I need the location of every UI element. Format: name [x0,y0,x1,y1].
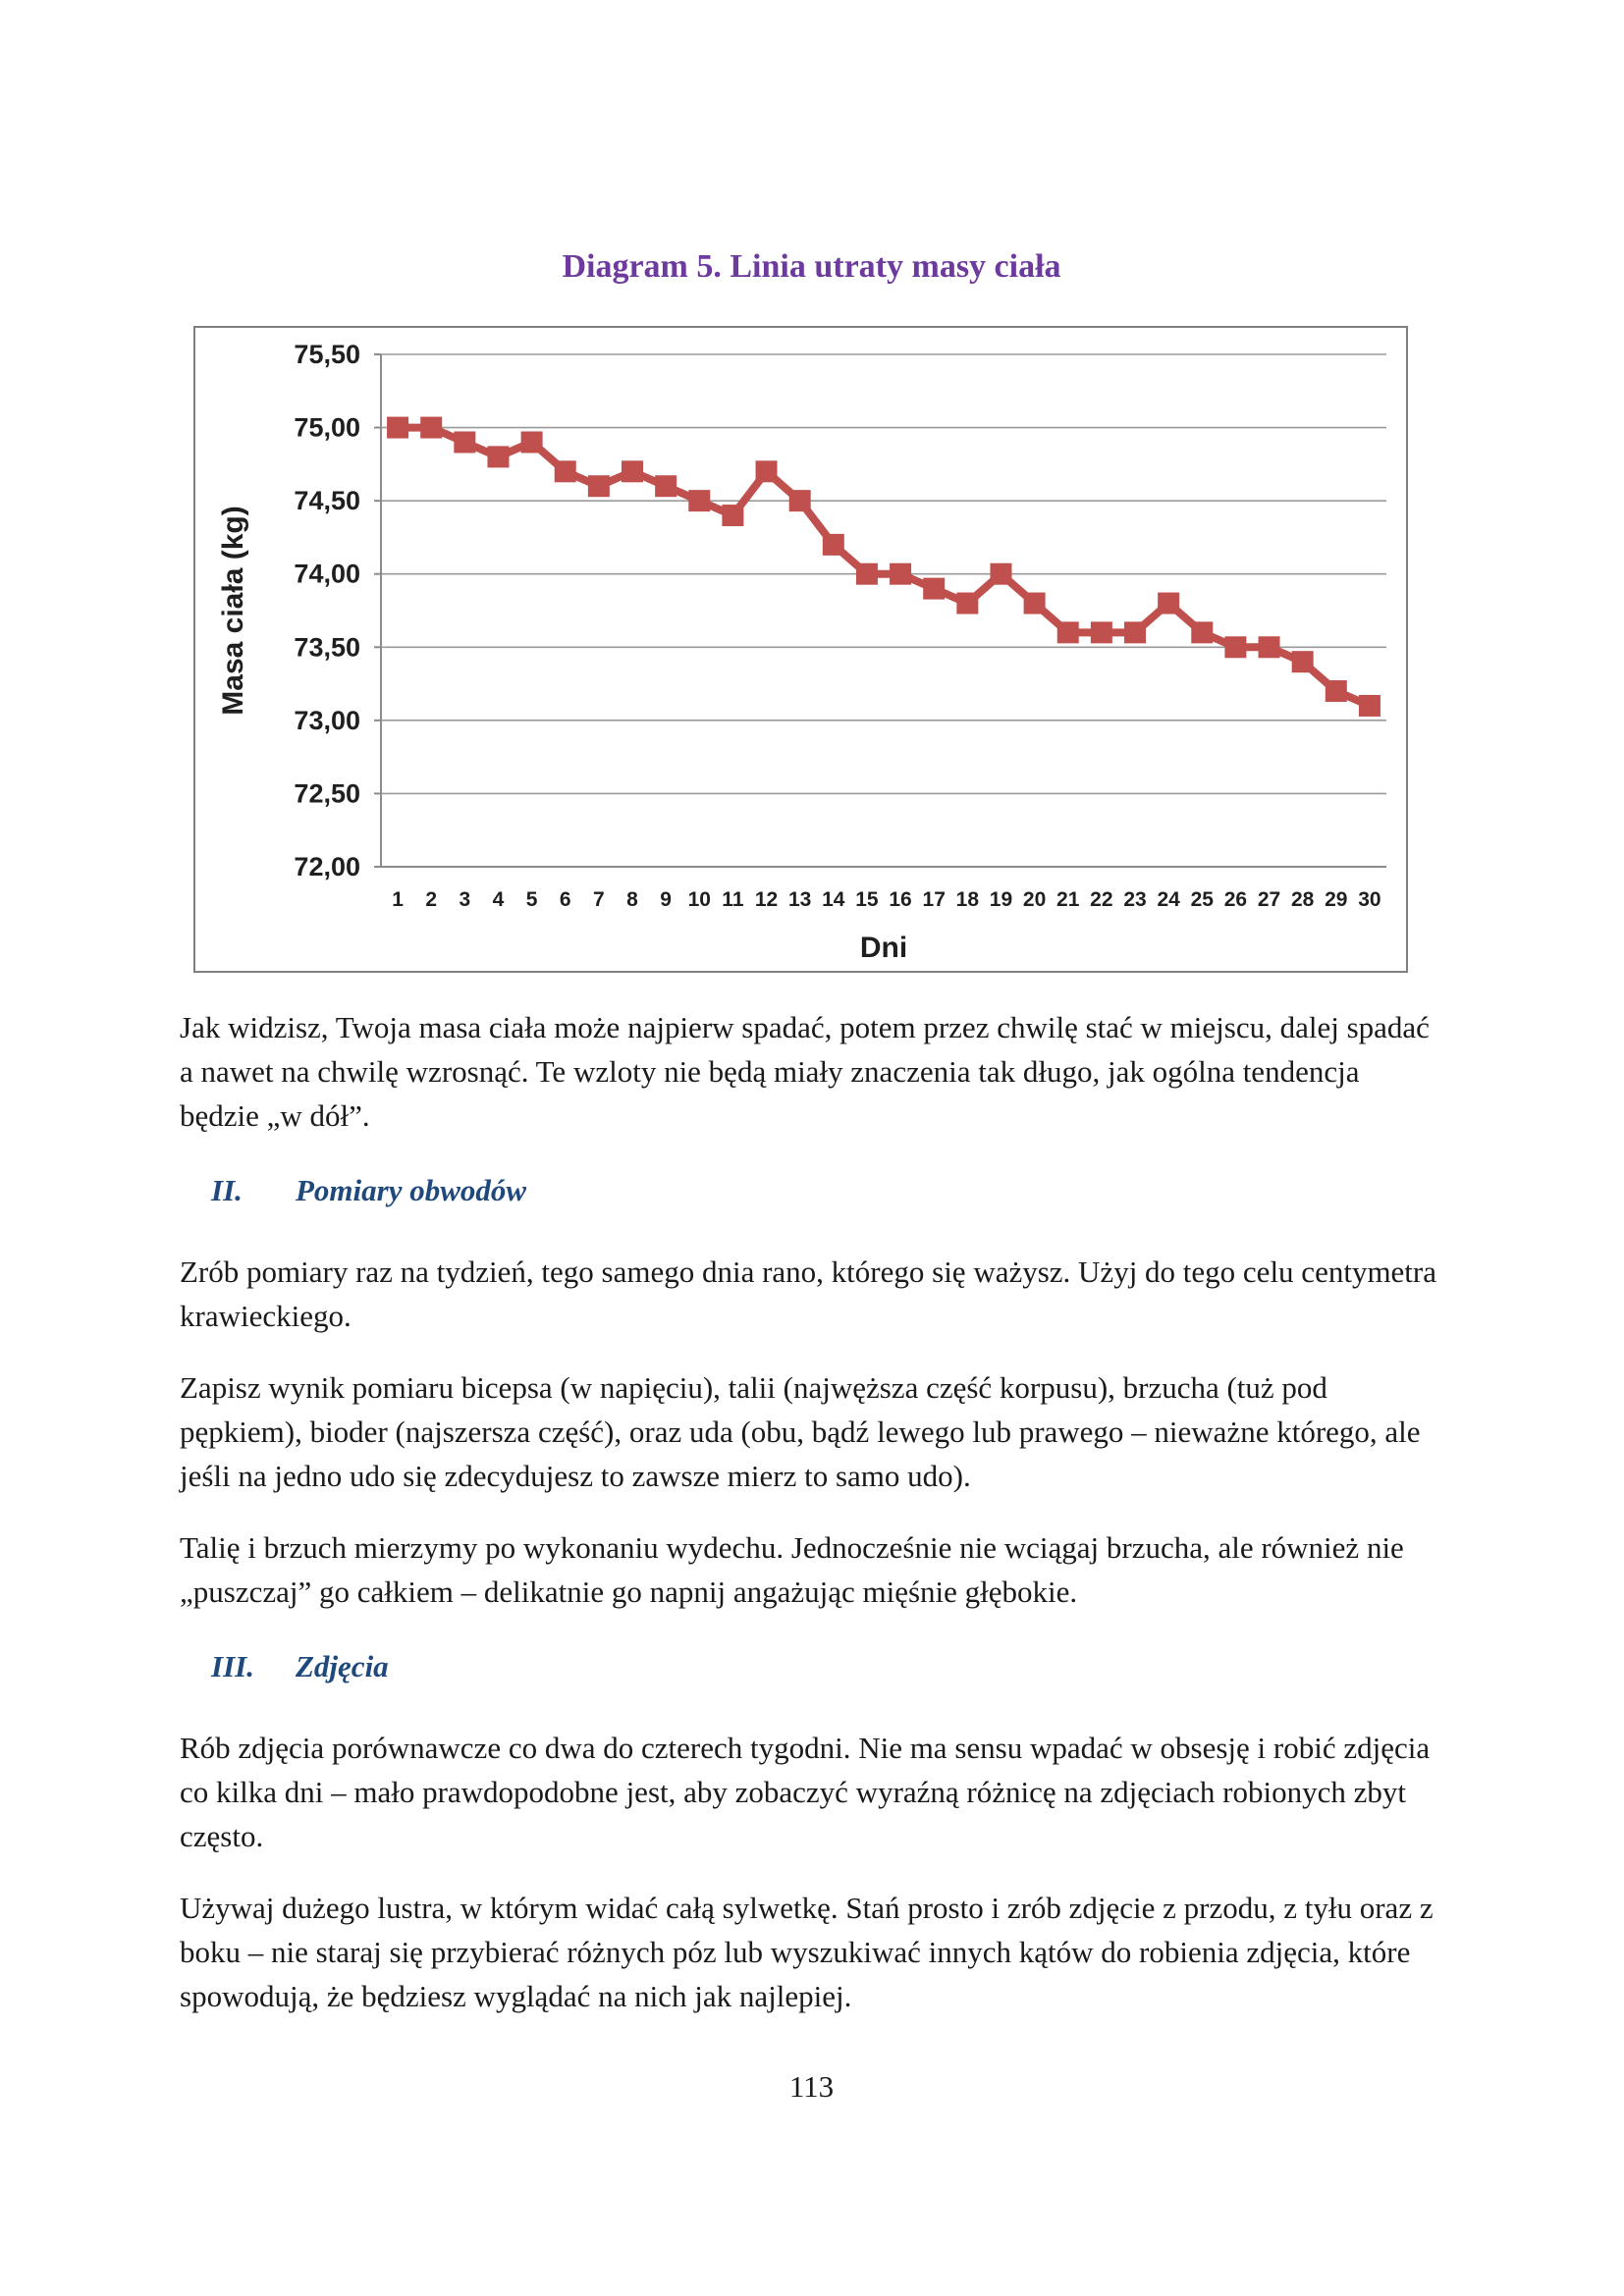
x-axis-title: Dni [859,932,908,964]
data-point-marker [521,431,543,453]
data-point-marker [1359,695,1380,717]
x-tick-label: 22 [1090,888,1113,911]
section-heading-label: Zdjęcia [296,1649,389,1683]
data-point-marker [1259,636,1280,658]
x-tick-label: 26 [1223,888,1248,911]
x-tick-label: 19 [989,888,1013,911]
x-tick-label: 1 [392,888,404,911]
y-tick-label: 72,00 [294,852,360,881]
paragraph-measure-body-parts: Zapisz wynik pomiaru bicepsa (w napięciu), talii (najwęższa część korpusu), brzucha (tuż pod pępkiem), bioder (najszersza część), oraz uda (obu, bądź lewego lub prawego – nieważne którego, ale jeśli na jedno udo się zdecydujesz to zawsze mierz to samo udo). [180,1370,1421,1493]
section-number: III. [211,1649,254,1683]
x-tick-label: 20 [1022,888,1047,911]
x-tick-label: 18 [955,888,980,911]
x-tick-label: 27 [1257,888,1281,911]
x-tick-label: 15 [855,888,879,911]
data-point-marker [454,431,475,453]
y-tick-label: 73,50 [294,632,360,663]
data-point-marker [688,490,710,511]
x-tick-label: 10 [687,888,711,911]
x-tick-label: 13 [787,888,812,911]
data-point-marker [1124,621,1146,643]
section-number: II. [211,1173,243,1207]
data-point-marker [655,475,677,497]
weight-loss-chart-frame [193,326,1408,973]
paragraph-photos-frequency: Rób zdjęcia porównawcze co dwa do czterech tygodni. Nie ma sensu wpadać w obsesję i robić zdjęcia co kilka dni – mało prawdopodobne jest, aby zobaczyć wyraźną różnicę na zdjęciach robionych zbyt często. [180,1731,1431,1853]
section-heading-measurements [180,1171,1443,1210]
x-tick-label: 25 [1190,888,1214,911]
paragraph-weight-trend: Jak widzisz, Twoja masa ciała może najpierw spadać, potem przez chwilę stać w miejscu, dalej spadać a nawet na chwilę wzrosnąć. Te wzloty nie będą miały znaczenia tak długo, jak ogólna tendencja będzie „w dół”. [180,1010,1430,1133]
data-point-marker [1091,621,1112,643]
weight-series-line [398,428,1370,706]
section-heading-label: Pomiary obwodów [296,1173,527,1207]
y-tick-label: 73,00 [294,705,360,735]
y-tick-label: 74,50 [294,486,360,516]
data-point-marker [1057,621,1079,643]
x-tick-label: 3 [459,888,471,911]
x-tick-label: 2 [425,888,438,911]
data-point-marker [722,505,743,526]
x-tick-label: 28 [1290,888,1315,911]
y-tick-label: 75,50 [294,340,360,369]
weight-loss-line-chart [195,328,1406,971]
data-point-marker [789,490,811,511]
data-point-marker [1191,621,1213,643]
x-tick-label: 8 [626,888,638,911]
data-point-marker [1024,593,1046,614]
paragraph-measure-weekly: Zrób pomiary raz na tydzień, tego samego dnia rano, którego się ważysz. Użyj do tego celu centymetra krawieckiego. [180,1255,1437,1333]
y-tick-label: 75,00 [294,412,360,443]
y-tick-label: 74,00 [294,559,360,589]
data-point-marker [1158,593,1179,614]
section-heading-photos [180,1647,1443,1686]
data-point-marker [856,563,878,585]
x-tick-label: 24 [1157,888,1180,911]
x-tick-label: 5 [525,888,538,911]
data-point-marker [420,417,442,439]
x-tick-label: 16 [889,888,912,911]
y-tick-label: 72,50 [294,778,360,809]
x-tick-label: 29 [1325,888,1348,911]
page-number: 113 [788,2069,835,2104]
data-point-marker [622,460,643,482]
paragraph-measure-waist: Talię i brzuch mierzymy po wykonaniu wydechu. Jednocześnie nie wciągaj brzucha, ale również nie „puszczaj” go całkiem – delikatnie go napnij angażując mięśnie głębokie. [180,1530,1404,1609]
x-tick-label: 30 [1358,888,1381,911]
data-point-marker [756,460,778,482]
data-point-marker [1326,680,1347,702]
x-tick-label: 14 [822,888,845,911]
data-point-marker [1224,636,1246,658]
paragraph-photos-mirror: Używaj dużego lustra, w którym widać całą sylwetkę. Stań prosto i zrób zdjęcie z przodu, z tyłu oraz z boku – nie staraj się przybierać różnych póz lub wyszukiwać innych kątów do robienia zdjęcia, które spowodują, że będziesz wyglądać na nich jak najlepiej. [180,1891,1434,2013]
x-tick-label: 4 [492,888,505,911]
x-tick-label: 9 [660,888,672,911]
x-tick-label: 6 [559,888,571,911]
data-point-marker [1292,651,1314,672]
data-point-marker [923,578,945,600]
x-tick-label: 17 [922,888,946,911]
data-point-marker [555,460,576,482]
x-tick-label: 12 [754,888,779,911]
data-point-marker [588,475,610,497]
data-point-marker [990,563,1011,585]
data-point-marker [387,417,408,439]
data-point-marker [823,534,844,556]
y-axis-title: Masa ciała (kg) [217,506,249,716]
x-tick-label: 21 [1056,888,1080,911]
data-point-marker [487,446,509,467]
data-point-marker [890,563,911,585]
x-tick-label: 23 [1123,888,1147,911]
figure-title: Diagram 5. Linia utraty masy ciała [562,248,1061,285]
data-point-marker [956,593,978,614]
x-tick-label: 11 [722,888,744,911]
x-tick-label: 7 [593,888,605,911]
